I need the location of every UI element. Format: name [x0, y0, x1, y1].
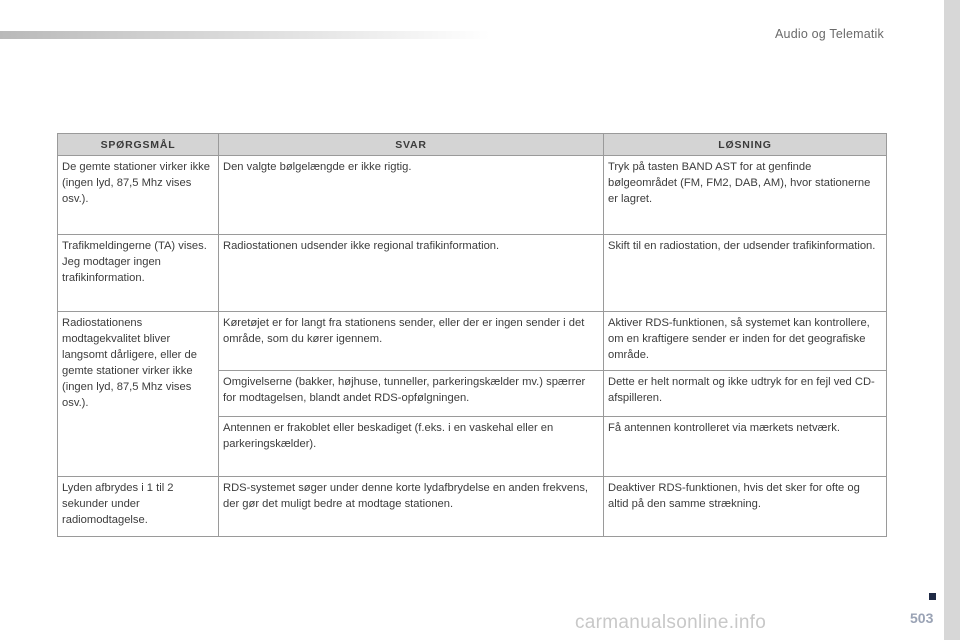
page-edge-strip: [944, 0, 960, 640]
solution-cell: Aktiver RDS-funktionen, så systemet kan kontrollere, om en kraftigere sender er inden for det geografiske område.: [604, 312, 887, 371]
question-cell: Lyden afbrydes i 1 til 2 sekunder under radiomodtagelse.: [58, 477, 219, 537]
watermark-text: carmanualsonline.info: [575, 612, 767, 633]
page-marker-square: [929, 593, 936, 600]
troubleshooting-table: [57, 133, 887, 537]
page-number: 503: [910, 610, 934, 626]
column-header-answer: SVAR: [219, 134, 604, 156]
column-header-question: SPØRGSMÅL: [58, 134, 219, 156]
solution-cell: Dette er helt normalt og ikke udtryk for en fejl ved CD-afspilleren.: [604, 371, 887, 417]
solution-cell: Deaktiver RDS-funktionen, hvis det sker for ofte og altid på den samme strækning.: [604, 477, 887, 537]
answer-cell: Køretøjet er for langt fra stationens sender, eller der er ingen sender i det område, som du kører igennem.: [219, 312, 604, 371]
answer-cell: Radiostationen udsender ikke regional trafikinformation.: [219, 235, 604, 312]
table-header-row: [58, 134, 887, 156]
table-row: [58, 477, 887, 537]
table-row: [58, 156, 887, 235]
solution-cell: Tryk på tasten BAND AST for at genfinde bølgeområdet (FM, FM2, DAB, AM), hvor stationerne er lagret.: [604, 156, 887, 235]
table-row: [58, 312, 887, 371]
question-cell: Radiostationens modtagekvalitet bliver langsomt dårligere, eller de gemte stationer virker ikke (ingen lyd, 87,5 Mhz vises osv.).: [58, 312, 219, 477]
section-title: Audio og Telematik: [775, 27, 884, 41]
column-header-solution: LØSNING: [604, 134, 887, 156]
table-row: [58, 235, 887, 312]
answer-cell: Den valgte bølgelængde er ikke rigtig.: [219, 156, 604, 235]
header-gradient-bar: [0, 31, 490, 39]
answer-cell: Omgivelserne (bakker, højhuse, tunneller, parkeringskælder mv.) spærrer for modtagelsen, blandt andet RDS-opfølgningen.: [219, 371, 604, 417]
solution-cell: Skift til en radiostation, der udsender trafikinformation.: [604, 235, 887, 312]
question-cell: De gemte stationer virker ikke (ingen lyd, 87,5 Mhz vises osv.).: [58, 156, 219, 235]
answer-cell: RDS-systemet søger under denne korte lydafbrydelse en anden frekvens, der gør det muligt bedre at modtage stationen.: [219, 477, 604, 537]
answer-cell: Antennen er frakoblet eller beskadiget (f.eks. i en vaskehal eller en parkeringskælder).: [219, 417, 604, 477]
solution-cell: Få antennen kontrolleret via mærkets netværk.: [604, 417, 887, 477]
question-cell: Trafikmeldingerne (TA) vises. Jeg modtager ingen trafikinformation.: [58, 235, 219, 312]
